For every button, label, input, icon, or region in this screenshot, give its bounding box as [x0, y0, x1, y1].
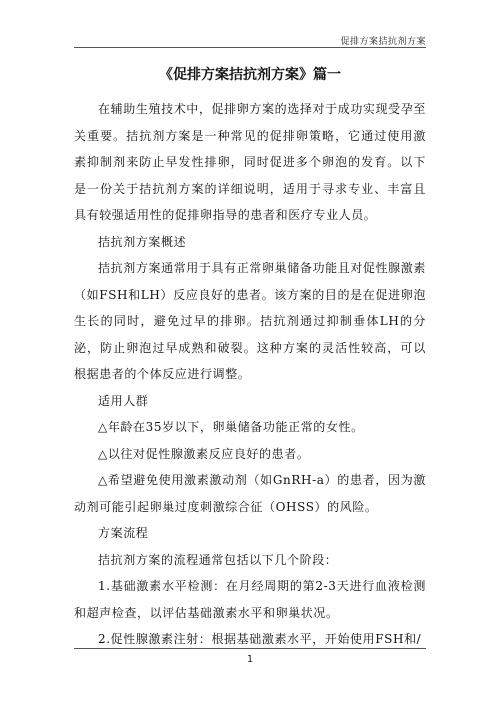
criteria-item: △以往对促性腺激素反应良好的患者。 — [98, 446, 310, 461]
document-title: 《促排方案拮抗剂方案》篇一 — [159, 67, 341, 83]
section-heading-audience: 适用人群 — [98, 393, 149, 408]
page-number: 1 — [246, 654, 254, 665]
footer-divider — [74, 648, 426, 649]
intro-paragraph: 在辅助生殖技术中，促排卵方案的选择对于成功实现受孕至关重要。拮抗剂方案是一种常见的促排卵策略，它通过使用激素抑制剂来防止早发性排卵，同时促进多个卵泡的发育。以下是一份关于拮抗剂方案的详细说明，适用于寻求专业、丰富且具有较强适用性的促排卵指导的患者和医疗专业人员。 — [74, 102, 426, 222]
header-divider — [74, 47, 426, 48]
criteria-item: △年龄在35岁以下，卵巢储备功能正常的女性。 — [98, 420, 364, 434]
process-step: 1.基础激素水平检测：在月经周期的第2-3天进行血液检测和超声检查，以评估基础激素水平和卵巢状况。 — [74, 579, 426, 620]
running-header: 促排方案拮抗剂方案 — [340, 37, 426, 47]
section-heading-overview: 拮抗剂方案概述 — [98, 234, 187, 249]
section-heading-process: 方案流程 — [98, 526, 149, 540]
overview-paragraph: 拮抗剂方案通常用于具有正常卵巢储备功能且对促性腺激素（如FSH和LH）反应良好的患者。该方案的目的是在促进卵泡生长的同时，避免过早的排卵。拮抗剂通过抑制垂体LH的分泌，防止卵泡过早成熟和破裂。这种方案的灵活性较高，可以根据患者的个体反应进行调整。 — [74, 261, 426, 381]
document-body — [74, 62, 426, 653]
process-intro: 拮抗剂方案的流程通常包括以下几个阶段： — [98, 552, 338, 567]
criteria-item: △希望避免使用激素激动剂（如GnRH-a）的患者，因为激动剂可能引起卵巢过度刺激综合征（OHSS）的风险。 — [74, 473, 426, 514]
process-step: 2.促性腺激素注射：根据基础激素水平，开始使用FSH和/ — [98, 632, 422, 646]
